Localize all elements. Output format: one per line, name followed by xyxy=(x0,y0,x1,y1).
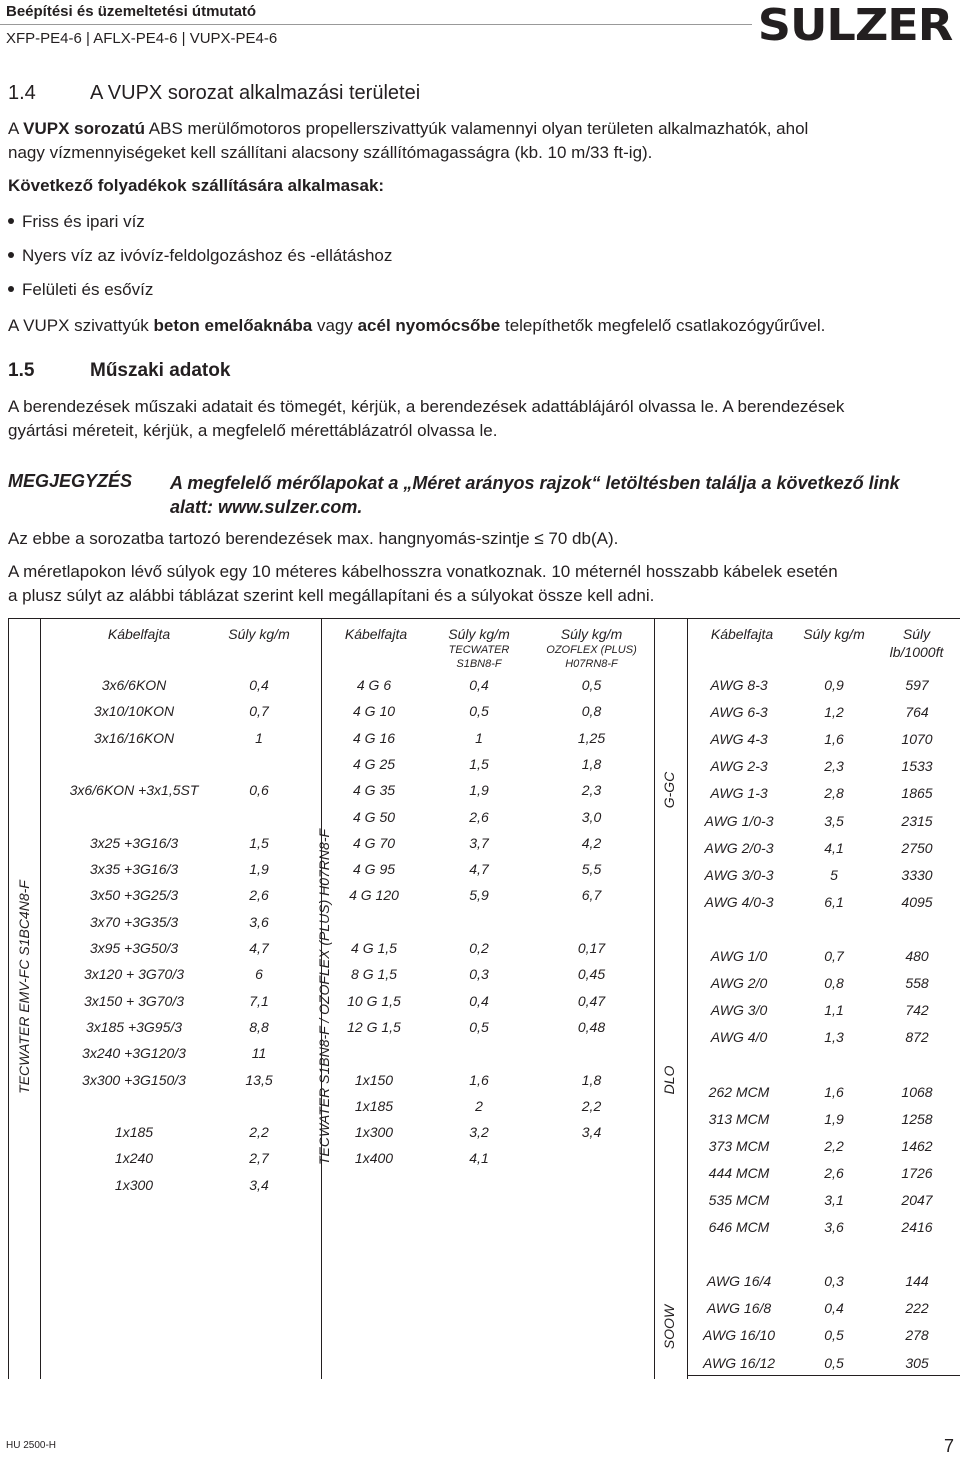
text-bold: VUPX sorozatú xyxy=(23,119,145,138)
table-cell: AWG 16/8 xyxy=(706,1300,772,1317)
table-cell: 5,9 xyxy=(469,887,489,904)
table-cell: 3,1 xyxy=(824,1191,844,1208)
table-cell: 2,3 xyxy=(581,782,602,799)
table-cell: 3x70 +3G35/3 xyxy=(89,913,179,930)
table-cell: 1,9 xyxy=(249,861,269,878)
table-cell: 313 MCM xyxy=(708,1110,770,1127)
list-item xyxy=(8,246,392,266)
table-cell: 4 G 10 xyxy=(352,703,396,720)
table-cell: 144 xyxy=(905,1273,929,1290)
table-cell: 4,7 xyxy=(469,861,489,878)
table-cell: 6,1 xyxy=(824,893,844,910)
table-cell: AWG 4/0-3 xyxy=(704,893,774,910)
table-cell: 3,7 xyxy=(469,834,489,851)
bullet-icon xyxy=(8,286,14,292)
table-cell: 1,5 xyxy=(469,755,489,772)
table-cell: 0,6 xyxy=(249,782,269,799)
table-cell: 3330 xyxy=(901,866,933,883)
table-cell: 1462 xyxy=(901,1137,933,1154)
table-cell: 558 xyxy=(905,975,929,992)
table-cell: 1533 xyxy=(901,758,933,775)
table-cell: 278 xyxy=(905,1327,929,1344)
group-label: TECWATER EMV-FC S1BC4N8-F xyxy=(16,880,32,1094)
paragraph: gyártási méreteit, kérjük, a megfelelő mérettáblázatról olvassa le. xyxy=(8,421,498,440)
table-cell: 2416 xyxy=(901,1219,933,1235)
table-cell: 0,8 xyxy=(824,975,844,992)
table-cell: 1 xyxy=(475,729,483,746)
header-weight-ozoflex xyxy=(534,625,649,671)
section-1-4-heading xyxy=(8,82,420,105)
bullet-icon xyxy=(8,252,14,258)
table-cell: 3,5 xyxy=(824,812,844,829)
list-item-text: Felületi és esővíz xyxy=(22,280,154,299)
list-item xyxy=(8,212,145,232)
table-cell: AWG 8-3 xyxy=(710,677,768,693)
table-cell: 1865 xyxy=(901,785,933,802)
table-cell: 4,1 xyxy=(824,839,844,856)
paragraph: nagy vízmennyiségeket kell szállítani alacsony szállítómagasságra (kb. 10 m/33 ft-ig). xyxy=(8,143,653,162)
table-cell: AWG 2/0-3 xyxy=(704,839,774,856)
table-cell: 3,0 xyxy=(581,808,602,825)
table-cell: AWG 1/0 xyxy=(710,948,768,964)
table-cell: 5,5 xyxy=(581,861,602,878)
header-subtext: TECWATER xyxy=(448,644,510,656)
header-cable-type: Kábelfajta xyxy=(344,626,408,642)
table-cell: 1068 xyxy=(901,1083,933,1100)
header-text: Súly kg/m xyxy=(448,626,510,642)
table-cell: 1,3 xyxy=(824,1029,844,1046)
table-cell: 2,7 xyxy=(249,1150,269,1167)
table-cell: 5 xyxy=(830,866,838,883)
table-cell: 4 G 1,5 xyxy=(351,940,397,956)
header-subtext: S1BN8-F xyxy=(456,658,502,670)
table-cell: AWG 2/0 xyxy=(710,975,768,992)
document-code: HU 2500-H xyxy=(6,1440,57,1451)
table-cell: AWG 3/0 xyxy=(710,1002,768,1019)
table-cell: 1x185 xyxy=(354,1097,394,1114)
group-label: DLO xyxy=(661,1065,677,1095)
table-cell: 1x400 xyxy=(354,1150,394,1167)
paragraph: a plusz súlyt az alábbi táblázat szerint kell megállapítani és a súlyokat össze kell adni. xyxy=(8,586,655,605)
table-cell: 1258 xyxy=(901,1110,933,1127)
table-cell: 3x10/10KON xyxy=(93,703,175,720)
header-subtext: H07RN8-F xyxy=(565,658,618,670)
sulzer-logo: SULZER xyxy=(757,0,952,51)
table-cell: 10 G 1,5 xyxy=(347,992,401,1009)
table-cell: 4,1 xyxy=(469,1150,489,1167)
table-cell: 2 xyxy=(475,1097,483,1114)
note-line: A megfelelő mérőlapokat a „Méret arányos rajzok“ letöltésben találja a következő link xyxy=(170,473,900,493)
table-cell: 3x150 + 3G70/3 xyxy=(83,992,185,1009)
table-cell: 0,7 xyxy=(824,948,844,964)
note-text xyxy=(170,471,955,519)
table-cell: 1726 xyxy=(901,1164,933,1181)
paragraph: A berendezések műszaki adatait és tömegét, kérjük, a berendezések adattáblájáról olvassa le. A berendezések xyxy=(8,397,845,416)
table-cell: AWG 2-3 xyxy=(710,758,768,775)
table-cell: 1,2 xyxy=(824,704,844,721)
table-cell: 4 G 120 xyxy=(349,887,399,904)
group-label: G-GC xyxy=(661,771,677,809)
table-cell: 535 MCM xyxy=(708,1191,770,1208)
section-1-5-heading xyxy=(8,360,230,382)
table-cell: 646 MCM xyxy=(708,1219,770,1235)
table-cell: 1,6 xyxy=(824,1083,844,1100)
table-cell: 4 G 70 xyxy=(352,834,396,851)
table-cell: 0,4 xyxy=(824,1300,844,1317)
table-cell: 3x185 +3G95/3 xyxy=(85,1018,183,1035)
table-cell: 1 xyxy=(255,729,263,746)
table-cell: 1,6 xyxy=(469,1071,489,1088)
group-label: TECWATER S1BN8-F / OZOFLEX (PLUS) H07RN8-F xyxy=(316,828,332,1166)
header-text: Súly lb/1000ft xyxy=(889,626,944,660)
table-cell: 0,7 xyxy=(249,703,269,720)
table-cell: 222 xyxy=(905,1300,929,1317)
table-cell: 2,2 xyxy=(249,1124,269,1141)
table-cell: 1,9 xyxy=(469,782,489,799)
note-label: MEGJEGYZÉS xyxy=(8,471,133,491)
table-cell: 11 xyxy=(251,1045,267,1062)
table-cell: 3x6/6KON xyxy=(101,677,167,693)
table-cell: 1,8 xyxy=(581,755,602,772)
doc-subtitle: XFP-PE4-6 | AFLX-PE4-6 | VUPX-PE4-6 xyxy=(6,30,278,47)
table-cell: AWG 6-3 xyxy=(710,704,768,721)
table-cell: 12 G 1,5 xyxy=(347,1018,401,1035)
table-cell: AWG 16/12 xyxy=(702,1354,776,1371)
header-weight-tecwater xyxy=(429,625,529,671)
list-item-text: Nyers víz az ivóvíz-feldolgozáshoz és -ellátáshoz xyxy=(22,246,393,265)
text: ABS merülőmotoros propellerszivattyúk valamennyi olyan területen alkalmazhatók, ahol xyxy=(144,119,809,138)
header-cable-type: Kábelfajta xyxy=(107,626,171,642)
table-cell: 480 xyxy=(905,948,929,964)
header-text: Súly kg/m xyxy=(560,626,623,642)
table-cell: 1,9 xyxy=(824,1110,844,1127)
header-weight-lb xyxy=(879,625,954,661)
table-cell: 2315 xyxy=(901,812,933,829)
section-title: A VUPX sorozat alkalmazási területei xyxy=(90,82,421,104)
table-cell: 0,8 xyxy=(581,703,602,720)
table-cell: AWG 4/0 xyxy=(710,1029,768,1046)
table-cell: 4 G 16 xyxy=(352,729,396,746)
table-cell: 0,17 xyxy=(577,940,606,956)
table-cell: 1,6 xyxy=(824,731,844,748)
table-cell: 0,48 xyxy=(577,1018,606,1035)
table-cell: 0,45 xyxy=(577,966,606,983)
table-cell: 13,5 xyxy=(245,1071,273,1088)
section-number: 1.5 xyxy=(8,360,35,381)
table-cell: 6,7 xyxy=(581,887,602,904)
table-cell: AWG 1-3 xyxy=(710,785,768,802)
text: telepíthetők megfelelő csatlakozógyűrűvel. xyxy=(500,316,826,335)
table-cell: 4 G 25 xyxy=(352,755,396,772)
text: A VUPX szivattyúk xyxy=(8,316,154,335)
table-cell: 3x50 +3G25/3 xyxy=(89,887,179,904)
note-line: alatt: www.sulzer.com. xyxy=(170,497,363,517)
table-cell: 4,7 xyxy=(249,940,269,956)
table-cell: AWG 1/0-3 xyxy=(704,812,774,829)
table-cell: 1x185 xyxy=(114,1124,154,1141)
table-cell: 0,9 xyxy=(824,677,844,693)
table-cell: 1x150 xyxy=(354,1071,394,1088)
table-cell: 3,4 xyxy=(249,1176,269,1193)
text: A xyxy=(8,119,24,138)
table-cell: AWG 3/0-3 xyxy=(704,866,774,883)
table-cell: 742 xyxy=(905,1002,929,1019)
column-divider xyxy=(40,619,41,1379)
paragraph xyxy=(8,313,825,338)
table-cell: 262 MCM xyxy=(708,1083,770,1100)
table-cell: 8,8 xyxy=(249,1018,269,1035)
table-cell: AWG 4-3 xyxy=(710,731,768,748)
table-cell: 3x240 +3G120/3 xyxy=(82,1045,186,1062)
table-cell: 1,8 xyxy=(581,1071,602,1088)
table-cell: 4 G 35 xyxy=(352,782,396,799)
table-cell: 1x240 xyxy=(114,1150,154,1167)
table-cell: 3,6 xyxy=(249,913,269,930)
table-cell: 2,3 xyxy=(824,758,844,775)
cable-weight-table xyxy=(8,618,960,1379)
section-title: Műszaki adatok xyxy=(90,360,231,381)
table-cell: 1,5 xyxy=(249,834,269,851)
table-cell: 2,6 xyxy=(469,808,489,825)
table-cell: 3x95 +3G50/3 xyxy=(89,940,179,956)
table-cell: 0,5 xyxy=(581,677,602,693)
table-cell: 597 xyxy=(905,677,929,693)
table-cell: 4 G 95 xyxy=(352,861,396,878)
table-cell: 1,1 xyxy=(824,1002,844,1019)
table-cell: 0,3 xyxy=(824,1273,844,1290)
row-divider xyxy=(9,1378,687,1379)
text: vagy xyxy=(312,316,358,335)
table-cell: AWG 16/10 xyxy=(702,1327,776,1344)
table-cell: 0,4 xyxy=(249,677,269,693)
table-cell: AWG 16/4 xyxy=(706,1273,772,1290)
table-cell: 4 G 6 xyxy=(356,677,392,693)
table-cell: 764 xyxy=(905,704,929,721)
table-cell: 3x300 +3G150/3 xyxy=(82,1071,186,1088)
column-divider xyxy=(654,619,655,1379)
table-cell: 0,5 xyxy=(469,703,489,720)
table-cell: 872 xyxy=(905,1029,929,1046)
table-cell: 2,2 xyxy=(824,1137,844,1154)
table-cell: 373 MCM xyxy=(708,1137,770,1154)
table-cell: 3,2 xyxy=(469,1124,489,1141)
table-cell: 4095 xyxy=(901,893,933,910)
table-cell: 2,8 xyxy=(824,785,844,802)
table-cell: 6 xyxy=(255,966,263,983)
table-cell: 444 MCM xyxy=(708,1164,770,1181)
header-subtext: OZOFLEX (PLUS) xyxy=(546,644,637,656)
table-cell: 1070 xyxy=(901,731,933,748)
table-cell: 4,2 xyxy=(581,834,602,851)
table-cell: 0,2 xyxy=(469,940,489,956)
table-cell: 0,4 xyxy=(469,992,489,1009)
bullet-icon xyxy=(8,218,14,224)
table-cell: 3x35 +3G16/3 xyxy=(89,861,179,878)
doc-title: Beépítési és üzemeltetési útmutató xyxy=(6,3,257,20)
list-item-text: Friss és ipari víz xyxy=(22,212,145,231)
table-cell: 305 xyxy=(905,1354,929,1371)
table-cell: 1,25 xyxy=(577,729,606,746)
column-divider xyxy=(687,619,688,1379)
paragraph-bold: Következő folyadékok szállítására alkalmasak: xyxy=(8,176,385,195)
table-cell: 0,5 xyxy=(824,1354,844,1371)
table-cell: 0,4 xyxy=(469,677,489,693)
table-cell: 3x120 + 3G70/3 xyxy=(83,966,185,983)
text-bold: beton emelőaknába xyxy=(153,316,313,335)
header-divider xyxy=(0,24,752,25)
paragraph: Az ebbe a sorozatba tartozó berendezések max. hangnyomás-szintje ≤ 70 db(A). xyxy=(8,529,619,548)
table-cell: 2047 xyxy=(901,1191,933,1208)
table-cell: 0,5 xyxy=(824,1327,844,1344)
header-cable-type: Kábelfajta xyxy=(710,626,774,642)
paragraph xyxy=(8,116,808,141)
table-cell: 0,47 xyxy=(577,992,606,1009)
table-cell: 3x16/16KON xyxy=(93,729,175,746)
row-divider xyxy=(687,1375,960,1376)
table-cell: 3,4 xyxy=(581,1124,602,1141)
page-number: 7 xyxy=(943,1436,954,1456)
table-cell: 4 G 50 xyxy=(352,808,396,825)
table-cell: 3x6/6KON +3x1,5ST xyxy=(69,782,199,799)
table-cell: 7,1 xyxy=(249,992,269,1009)
header-weight: Súly kg/m xyxy=(803,626,865,642)
table-cell: 2,6 xyxy=(824,1164,844,1181)
table-cell: 0,3 xyxy=(469,966,489,983)
text-bold: acél nyomócsőbe xyxy=(357,316,501,335)
table-cell: 2750 xyxy=(901,839,933,856)
paragraph: A méretlapokon lévő súlyok egy 10 méteres kábelhosszra vonatkoznak. 10 méternél hosszabb kábelek esetén xyxy=(8,562,838,581)
header-weight: Súly kg/m xyxy=(228,626,290,642)
table-cell: 0,5 xyxy=(469,1018,489,1035)
group-label: SOOW xyxy=(661,1304,677,1350)
table-cell: 2,6 xyxy=(249,887,269,904)
table-cell: 1x300 xyxy=(354,1124,394,1141)
section-number: 1.4 xyxy=(8,82,36,104)
table-cell: 2,2 xyxy=(581,1097,602,1114)
table-cell: 1x300 xyxy=(114,1176,154,1193)
table-cell: 8 G 1,5 xyxy=(351,966,397,983)
list-item xyxy=(8,280,153,300)
table-cell: 3x25 +3G16/3 xyxy=(89,834,179,851)
table-cell: 3,6 xyxy=(824,1219,844,1235)
